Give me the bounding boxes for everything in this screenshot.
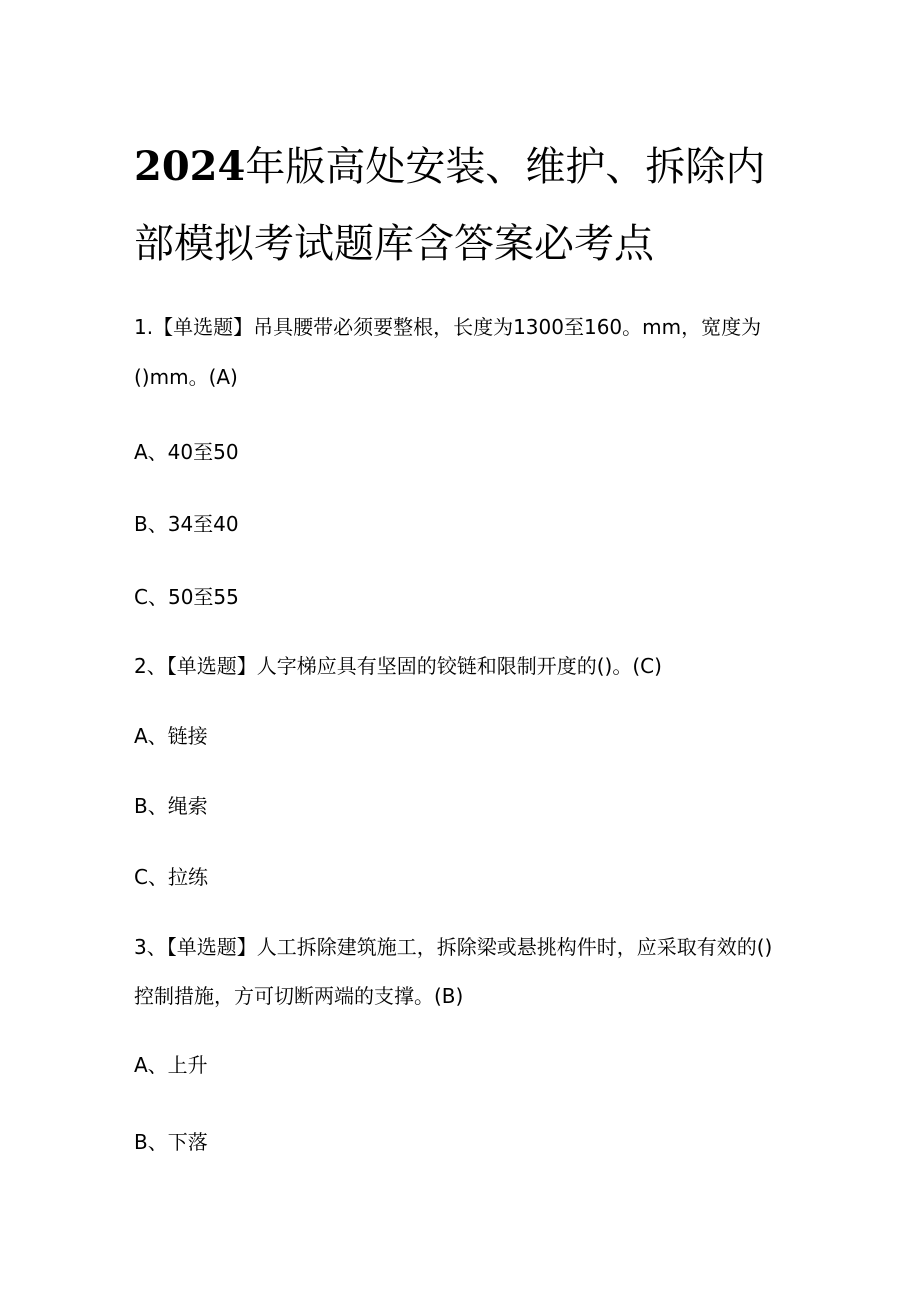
- title-year: 2024: [134, 143, 246, 190]
- question-1-stem-line-2: ()mm。(A): [134, 365, 238, 389]
- question-3-option-b: B、下落: [134, 1130, 208, 1154]
- question-2-option-c: C、拉练: [134, 865, 208, 889]
- question-3-stem-line-1: 3、【单选题】人工拆除建筑施工，拆除梁或悬挑构件时，应采取有效的(): [134, 935, 773, 959]
- question-1-option-b: B、34至40: [134, 512, 239, 536]
- question-1-option-c: C、50至55: [134, 585, 239, 609]
- question-2-option-a: A、链接: [134, 724, 208, 748]
- question-2-option-b: B、绳索: [134, 794, 208, 818]
- question-2-stem-line-1: 2、【单选题】人字梯应具有坚固的铰链和限制开度的()。(C): [134, 654, 662, 678]
- question-1-option-a: A、40至50: [134, 440, 239, 464]
- title-text-line-1: 年版高处安装、维护、拆除内: [245, 144, 766, 190]
- document-title-line-1: [134, 143, 794, 191]
- question-3-stem-line-2: 控制措施，方可切断两端的支撑。(B): [134, 984, 464, 1008]
- document-title-line-2: 部模拟考试题库含答案必考点: [134, 221, 654, 267]
- question-1-stem-line-1: 1.【单选题】吊具腰带必须要整根，长度为1300至160。mm，宽度为: [134, 315, 762, 339]
- question-3-option-a: A、上升: [134, 1053, 208, 1077]
